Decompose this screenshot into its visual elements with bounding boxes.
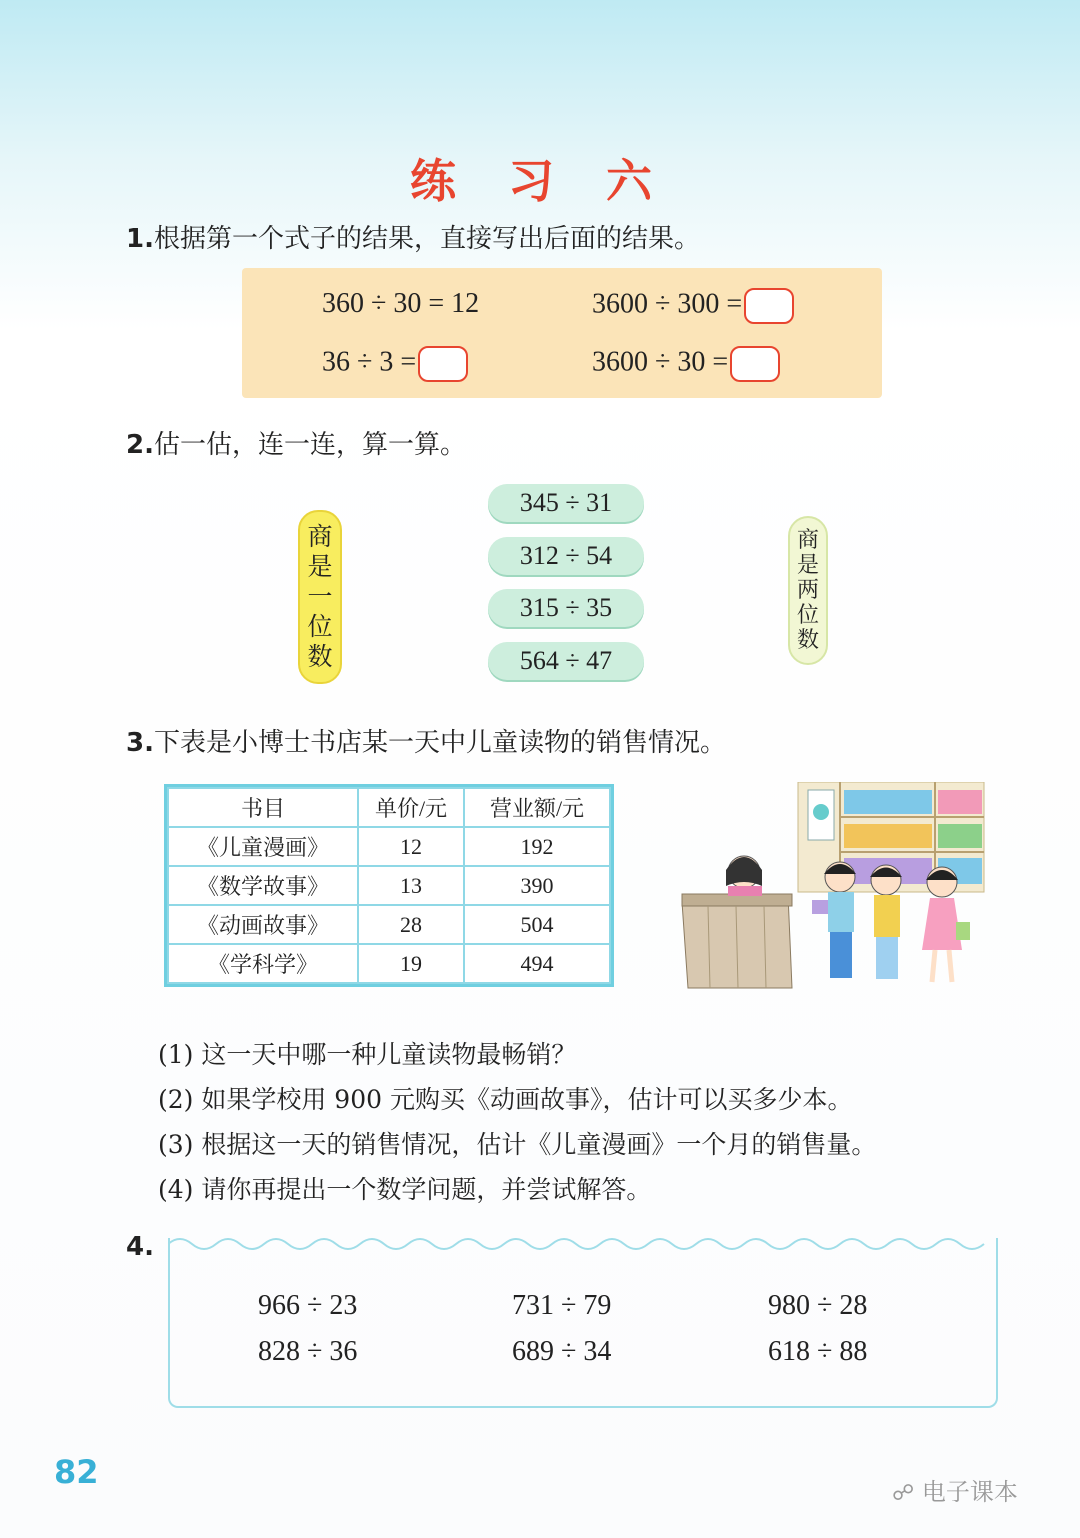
table-cell: 192 [464,827,610,866]
answer-blank[interactable] [730,346,780,382]
division-card[interactable]: 345 ÷ 31 [488,484,644,522]
column-header: 单价/元 [358,788,464,827]
two-digit-quotient-label: 商是两位数 [788,516,828,665]
table-cell: 《数学故事》 [168,866,358,905]
one-digit-quotient-label: 商是一位数 [298,510,342,684]
division-problem: 731 ÷ 79 [512,1290,612,1321]
wavy-border [168,1234,994,1252]
bookstore-illustration [680,782,986,1004]
watermark-text: 电子课本 [921,1478,1018,1506]
division-problem: 689 ÷ 34 [512,1336,612,1367]
equation: 3600 ÷ 30 = [592,346,780,382]
question-number: 4. [126,1232,154,1262]
equation: 3600 ÷ 300 = [592,288,794,324]
question-number: 1. [126,224,154,254]
table-cell: 28 [358,905,464,944]
equation: 360 ÷ 30 = 12 [322,288,480,319]
sub-question: (2) 如果学校用 900 元购买《动画故事》，估计可以买多少本。 [158,1085,853,1114]
page-title: 练 习 六 [409,154,671,208]
division-card[interactable]: 312 ÷ 54 [488,537,644,575]
answer-blank[interactable] [418,346,468,382]
question-number: 2. [126,430,154,460]
division-problem: 966 ÷ 23 [258,1290,358,1321]
exercise-box [168,1238,998,1408]
question-text: 估一估，连一连，算一算。 [153,430,466,460]
table-row [168,905,610,944]
column-header: 营业额/元 [464,788,610,827]
table-cell: 19 [358,944,464,983]
sub-question: (1) 这一天中哪一种儿童读物最畅销？ [158,1040,577,1069]
division-problem: 828 ÷ 36 [258,1336,358,1367]
table-row [168,944,610,983]
question-4 [126,1232,154,1262]
table-header-row [168,788,610,827]
column-header: 书目 [168,788,358,827]
wechat-icon: ☍ [892,1481,915,1506]
question-number: 3. [126,728,154,758]
question-text: 根据第一个式子的结果，直接写出后面的结果。 [153,224,700,254]
table-row [168,866,610,905]
sub-question: (3) 根据这一天的销售情况，估计《儿童漫画》一个月的销售量。 [158,1130,877,1159]
division-problem: 618 ÷ 88 [768,1336,868,1367]
table-cell: 12 [358,827,464,866]
sales-table [164,784,614,987]
question-3 [126,722,726,759]
table-cell: 504 [464,905,610,944]
table-row [168,827,610,866]
sub-question: (4) 请你再提出一个数学问题，并尝试解答。 [158,1175,652,1204]
division-card[interactable]: 564 ÷ 47 [488,642,644,680]
question-2 [126,424,466,461]
table-cell: 《学科学》 [168,944,358,983]
watermark [892,1472,1018,1507]
table-cell: 13 [358,866,464,905]
page-number: 82 [54,1453,99,1491]
table-cell: 390 [464,866,610,905]
answer-blank[interactable] [744,288,794,324]
table-cell: 《儿童漫画》 [168,827,358,866]
question-text: 下表是小博士书店某一天中儿童读物的销售情况。 [153,728,726,758]
equation: 36 ÷ 3 = [322,346,468,382]
table-cell: 494 [464,944,610,983]
division-card[interactable]: 315 ÷ 35 [488,589,644,627]
division-problem: 980 ÷ 28 [768,1290,868,1321]
question-1 [126,218,700,255]
table-cell: 《动画故事》 [168,905,358,944]
